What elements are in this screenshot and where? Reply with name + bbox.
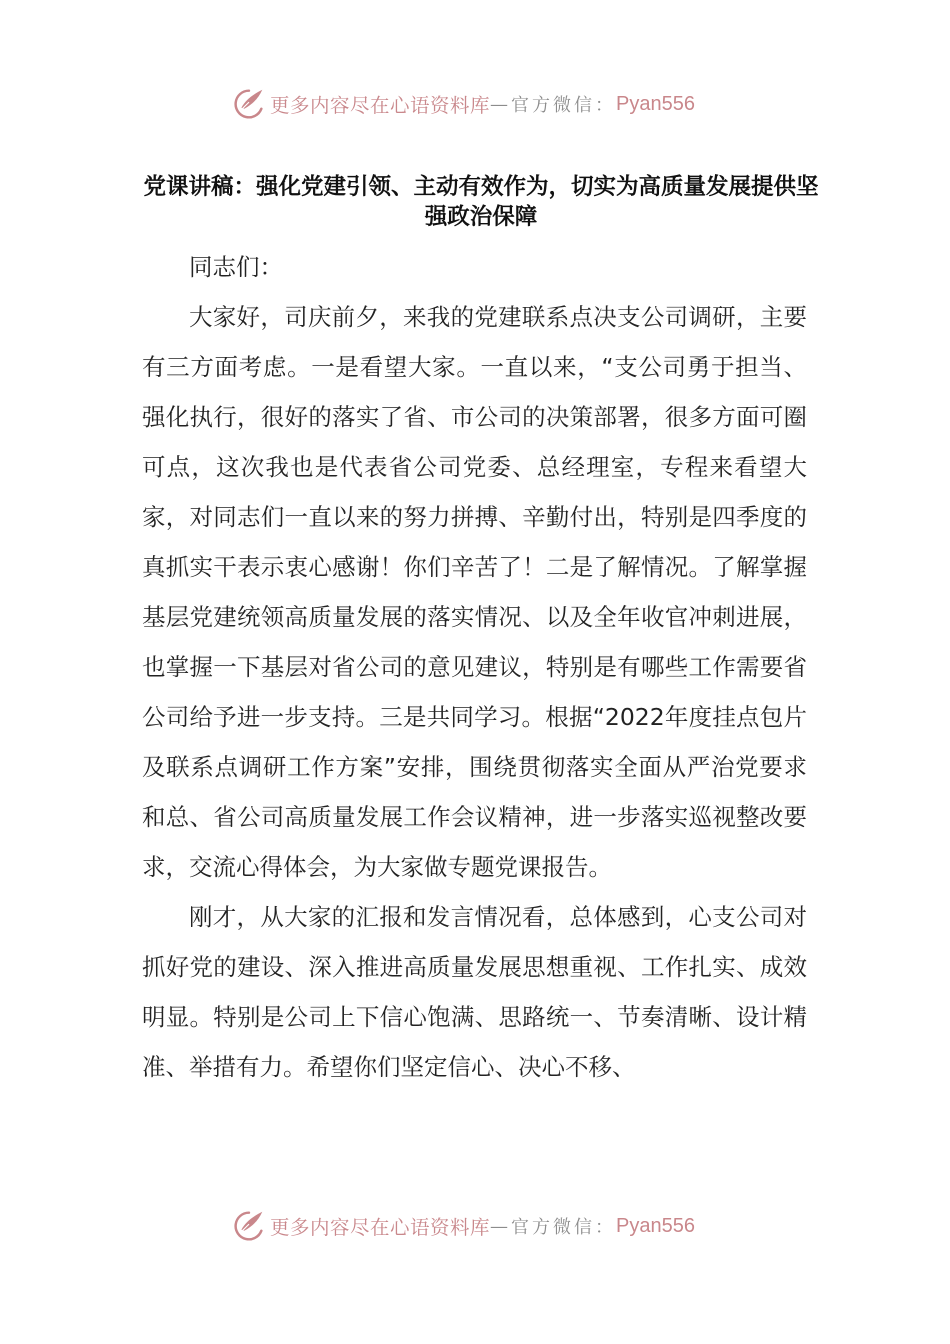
watermark-wechat-label: 官方微信： [511, 95, 617, 116]
watermark-banner-bottom [230, 1206, 750, 1246]
watermark-dash: — [490, 1215, 512, 1237]
document-title: 党课讲稿：强化党建引领、主动有效作为，切实为高质量发展提供坚强政治保障 [143, 174, 819, 230]
watermark-slogan: 更多内容尽在心语资料库 [270, 1216, 491, 1239]
watermark-slogan: 更多内容尽在心语资料库 [270, 94, 491, 117]
watermark-wechat-label: 官方微信： [511, 1217, 617, 1238]
watermark-dash: — [490, 93, 512, 115]
salutation-paragraph: 同志们： [189, 253, 283, 281]
watermark-banner-top [230, 84, 750, 124]
watermark-wechat-id: Pyan556 [616, 1214, 695, 1237]
body-paragraph: 刚才，从大家的汇报和发言情况看，总体感到，心支公司对抓好党的建设、深入推进高质量发展思想重视、工作扎实、成效明显。特别是公司上下信心饱满、思路统一、节奏清晰、设计精准、举措有力。希望你们坚定信心、决心不移、 [142, 903, 807, 1081]
document-body [142, 242, 807, 1092]
watermark-wechat-id: Pyan556 [616, 92, 695, 115]
quill-circle-icon [230, 1207, 268, 1245]
quill-circle-icon [230, 85, 268, 123]
body-paragraph: 大家好，司庆前夕，来我的党建联系点决支公司调研，主要有三方面考虑。一是看望大家。一直以来，“支公司勇于担当、强化执行，很好的落实了省、市公司的决策部署，很多方面可圈可点，这次我也是代表省公司党委、总经理室，专程来看望大家，对同志们一直以来的努力拼搏、辛勤付出，特别是四季度的真抓实干表示衷心感谢！你们辛苦了！二是了解情况。了解掌握基层党建统领高质量发展的落实情况、以及全年收官冲刺进展，也掌握一下基层对省公司的意见建议，特别是有哪些工作需要省公司给予进一步支持。三是共同学习。根据“2022年度挂点包片及联系点调研工作方案”安排，围绕贯彻落实全面从严治党要求和总、省公司高质量发展工作会议精神，进一步落实巡视整改要求，交流心得体会，为大家做专题党课报告。 [142, 303, 807, 881]
